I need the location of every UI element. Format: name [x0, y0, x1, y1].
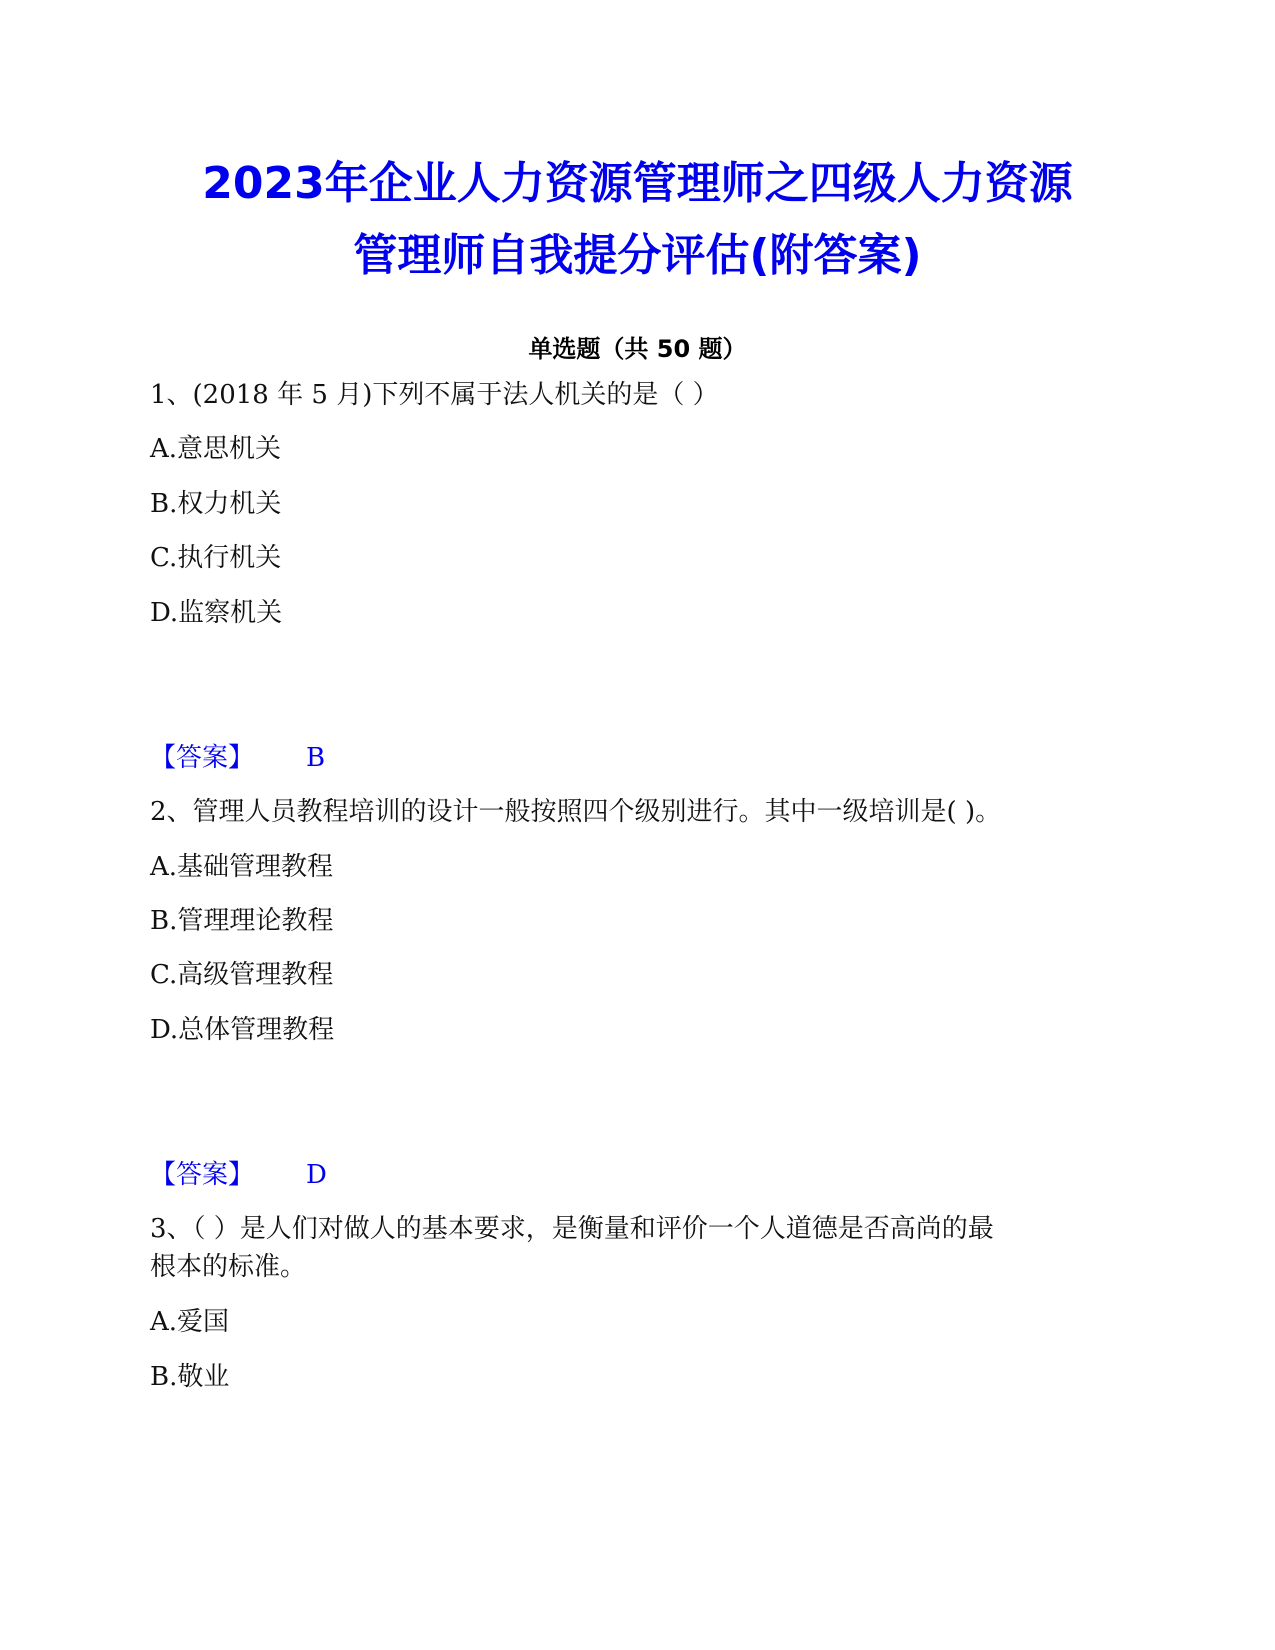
question-1-option-d: D.监察机关	[150, 598, 283, 628]
question-3-stem-line-2: 根本的标准。	[150, 1252, 307, 1282]
question-1-stem: 1、(2018 年 5 月)下列不属于法人机关的是（ ）	[150, 380, 719, 410]
question-2-option-a: A.基础管理教程	[150, 852, 334, 882]
answer-label: 【答案】	[150, 743, 255, 773]
question-2-option-c: C.高级管理教程	[150, 960, 334, 990]
section-heading: 单选题（共 50 题）	[528, 335, 747, 363]
title-line-1: 2023年企业人力资源管理师之四级人力资源	[202, 158, 1073, 209]
question-3-stem-line-1: 3、（ ）是人们对做人的基本要求，是衡量和评价一个人道德是否高尚的最	[150, 1214, 994, 1244]
question-2-answer	[150, 1158, 327, 1192]
question-1-option-a: A.意思机关	[150, 434, 282, 464]
answer-value: D	[306, 1160, 327, 1190]
document-title	[120, 148, 1155, 292]
question-1-answer	[150, 741, 325, 775]
title-line-2: 管理师自我提分评估(附答案)	[353, 230, 922, 281]
question-2-option-d: D.总体管理教程	[150, 1015, 335, 1045]
question-1-option-c: C.执行机关	[150, 543, 282, 573]
answer-value: B	[306, 743, 326, 773]
question-2-option-b: B.管理理论教程	[150, 906, 334, 936]
question-3-option-a: A.爱国	[150, 1307, 230, 1337]
answer-label: 【答案】	[150, 1160, 255, 1190]
question-2-stem: 2、管理人员教程培训的设计一般按照四个级别进行。其中一级培训是( )。	[150, 797, 1002, 827]
question-1-option-b: B.权力机关	[150, 489, 282, 519]
question-3-option-b: B.敬业	[150, 1362, 230, 1392]
